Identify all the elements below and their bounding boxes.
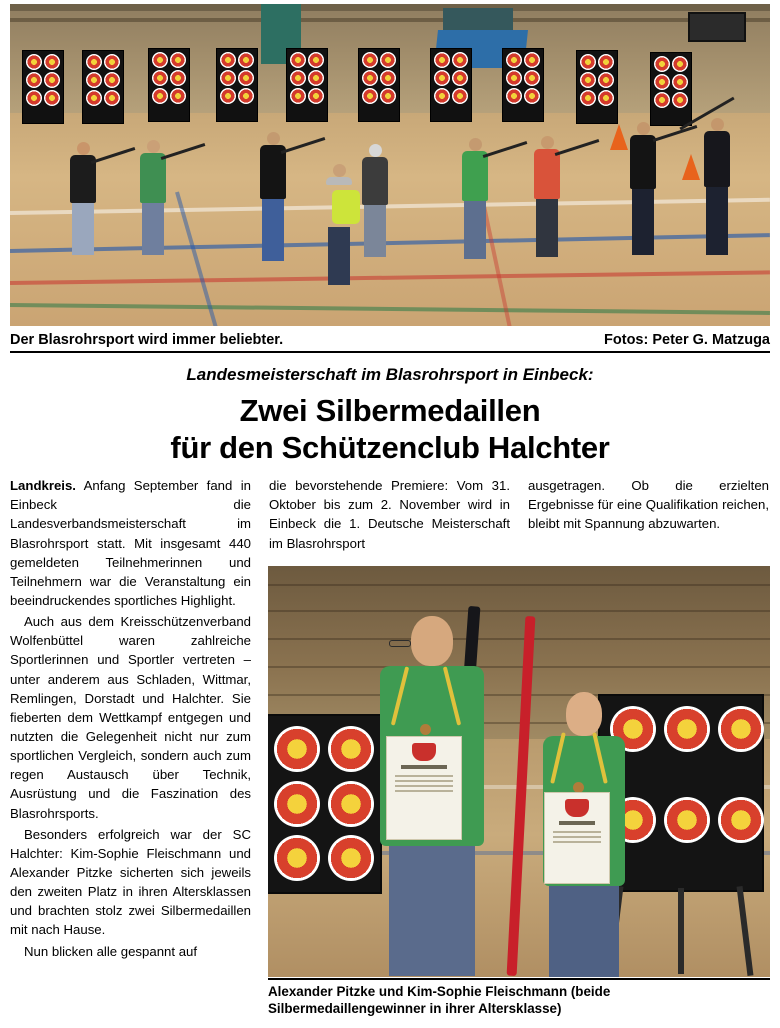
certificate-text-line: [395, 785, 453, 787]
certificate-title-line: [401, 765, 447, 769]
floor-marking-green: [10, 303, 770, 315]
headline-line-1: Zwei Silbermedaillen: [239, 393, 541, 428]
target-face: [290, 52, 306, 68]
traffic-cone: [682, 154, 700, 180]
target-face: [220, 70, 236, 86]
shooter-figure: [462, 138, 488, 259]
eyeglasses-icon: [389, 640, 411, 647]
target-face: [170, 88, 186, 104]
target-face: [524, 88, 540, 104]
target-face: [274, 726, 320, 772]
target-face: [328, 726, 374, 772]
athlete-head: [411, 616, 453, 666]
shooter-torso: [630, 135, 656, 189]
shooter-figure: [70, 142, 96, 255]
crest-icon: [412, 743, 436, 761]
shooter-legs: [72, 203, 94, 255]
target-face: [380, 70, 396, 86]
shooter-legs: [142, 203, 164, 255]
target-face: [238, 70, 254, 86]
shooter-torso: [704, 131, 730, 187]
target-face: [170, 52, 186, 68]
shooter-legs: [464, 201, 486, 259]
target-face: [290, 88, 306, 104]
target-face: [718, 797, 764, 843]
athlete-head: [566, 692, 602, 736]
shooter-figure: [704, 118, 730, 255]
target-board: [650, 52, 692, 126]
target-face: [362, 52, 378, 68]
target-face: [362, 88, 378, 104]
target-face: [524, 52, 540, 68]
target-face: [434, 88, 450, 104]
target-face: [434, 52, 450, 68]
hall-floor: [10, 113, 770, 326]
target-face: [598, 72, 614, 88]
target-face: [308, 52, 324, 68]
target-face: [290, 70, 306, 86]
article-kicker: Landesmeisterschaft im Blasrohrsport in Einbeck:: [186, 365, 594, 384]
page-title: [10, 391, 770, 476]
traffic-cone: [610, 124, 628, 150]
target-face: [718, 706, 764, 752]
target-face: [44, 72, 60, 88]
paragraph-text: Anfang September fand in Einbeck die Landesverbandsmeisterschaft im Blasrohrsport statt. Mit insgesamt 440 gemeldeten Teilnehmerinnen und Teilnehmern war die Veranstaltung ein beeindruckendes sportliches Highlight.: [10, 478, 251, 608]
target-face: [664, 797, 710, 843]
target-face: [664, 706, 710, 752]
paragraph: Besonders erfolgreich war der SC Halchter: Kim-Sophie Fleischmann und Alexander Pitzke sicherten sich jeweils den zweiten Platz in ihren Altersklassen und brachten stolz zwei Silbermedaillen mit nach Hause.: [10, 826, 251, 938]
target-face: [26, 90, 42, 106]
target-face: [328, 781, 374, 827]
target-face: [104, 54, 120, 70]
target-board: [502, 48, 544, 122]
target-face: [86, 72, 102, 88]
target-face: [598, 90, 614, 106]
target-face: [152, 70, 168, 86]
shooter-head: [147, 140, 160, 153]
target-face: [238, 88, 254, 104]
athlete-jeans: [549, 886, 619, 977]
official-legs: [328, 227, 350, 285]
shooter-head: [711, 118, 724, 131]
shooter-figure: [260, 132, 286, 261]
shooter-figure: [362, 144, 388, 257]
target-face: [672, 74, 688, 90]
shooter-legs: [262, 199, 284, 261]
shooter-head: [77, 142, 90, 155]
target-face: [580, 72, 596, 88]
certificate-right: [544, 792, 610, 884]
target-board: [216, 48, 258, 122]
shooter-head: [541, 136, 554, 149]
shooter-figure: [140, 140, 166, 255]
target-face: [380, 88, 396, 104]
floor-marking-red: [10, 271, 770, 286]
paragraph: [10, 476, 251, 610]
target-face: [104, 72, 120, 88]
shooter-head: [637, 122, 650, 135]
certificate-left: [386, 736, 462, 840]
medal: [420, 724, 431, 735]
certificate-text-line: [395, 780, 453, 782]
target-board: [148, 48, 190, 122]
target-face: [452, 88, 468, 104]
wall-trim: [10, 4, 770, 11]
paragraph: die bevorstehende Premiere: Vom 31. Oktober bis zum 2. November wird in Einbeck die 1. Deutsche Meisterschaft im Blasrohrsport: [269, 478, 510, 551]
target-face: [452, 52, 468, 68]
certificate-text-line: [395, 790, 453, 792]
athlete-jeans: [389, 846, 475, 976]
shooter-legs: [706, 187, 728, 255]
shooter-legs: [536, 199, 558, 257]
newspaper-page: [0, 4, 780, 1028]
target-face: [170, 70, 186, 86]
target-face: [654, 74, 670, 90]
target-board: [430, 48, 472, 122]
target-face: [220, 52, 236, 68]
shooter-figure: [630, 122, 656, 255]
dateline: Landkreis.: [10, 478, 76, 494]
target-face: [274, 781, 320, 827]
target-face: [220, 88, 236, 104]
target-face: [26, 72, 42, 88]
certificate-title-line: [559, 821, 595, 825]
target-board: [576, 50, 618, 124]
shooter-torso: [462, 151, 488, 201]
shooter-torso: [362, 157, 388, 205]
target-face: [506, 70, 522, 86]
certificate-text-line: [553, 836, 601, 838]
headline-line-2: für den Schützenclub Halchter: [170, 429, 610, 465]
target-face: [452, 70, 468, 86]
target-face: [672, 56, 688, 72]
target-face: [654, 56, 670, 72]
target-board: [286, 48, 328, 122]
target-face: [362, 70, 378, 86]
target-face: [524, 70, 540, 86]
target-board: [22, 50, 64, 124]
target-face: [152, 88, 168, 104]
shooter-head: [267, 132, 280, 145]
shooter-legs: [364, 205, 386, 257]
ceiling-beam: [10, 18, 770, 22]
shooter-figure: [534, 136, 560, 257]
target-face: [44, 54, 60, 70]
target-face: [44, 90, 60, 106]
target-board: [358, 48, 400, 122]
paragraph: Auch aus dem Kreisschützenverband Wolfenbüttel waren zahlreiche Sportlerinnen und Sportler vertreten – unter anderem aus Schladen, Wittmar, Remlingen, Dorstadt und Halchter. Sie fieberten dem Wettkampf entgegen und nutzten die Gelegenheit nicht nur zum sportlichen Vergleich, sondern auch zum regen Austausch über Technik, Ausrüstung und die Faszination des Blasrohrsports.: [10, 614, 251, 821]
target-face: [434, 70, 450, 86]
target-face: [506, 52, 522, 68]
bottom-photo-caption: Alexander Pitzke und Kim-Sophie Fleischmann (beide Silbermedaillengewinner in ihrer Altersklasse): [268, 984, 611, 1017]
top-photo-caption: Der Blasrohrsport wird immer beliebter.: [10, 332, 284, 348]
paragraph: Nun blicken alle gespannt auf: [24, 943, 198, 959]
target-face: [152, 52, 168, 68]
target-face: [86, 54, 102, 70]
target-face: [26, 54, 42, 70]
article-column-1: [10, 476, 251, 961]
top-photo-caption-row: [10, 326, 770, 351]
target-face: [380, 52, 396, 68]
target-board: [82, 50, 124, 124]
certificate-text-line: [553, 831, 601, 833]
target-face: [328, 835, 374, 881]
top-photo: [10, 4, 770, 326]
official-head: [333, 164, 346, 177]
target-face: [274, 835, 320, 881]
divider-rule-bottom: [268, 978, 770, 980]
shooter-legs: [632, 189, 654, 255]
target-board-left: [268, 714, 382, 894]
target-face: [506, 88, 522, 104]
bottom-photo: [268, 566, 770, 977]
easel-leg: [678, 888, 684, 974]
target-face: [238, 52, 254, 68]
official-torso: [326, 177, 352, 185]
certificate-text-line: [395, 775, 453, 777]
target-face: [654, 92, 670, 108]
target-face: [580, 90, 596, 106]
official-figure: [326, 164, 352, 285]
target-face: [86, 90, 102, 106]
target-face: [308, 88, 324, 104]
paragraph: ausgetragen. Ob die erzielten Ergebnisse für eine Qualifikation reichen, bleibt mit Spannung abzuwarten.: [528, 478, 769, 532]
shooter-head: [469, 138, 482, 151]
target-face: [580, 54, 596, 70]
shooter-torso: [534, 149, 560, 199]
target-face: [598, 54, 614, 70]
crest-icon: [565, 799, 589, 817]
photo-credit: Fotos: Peter G. Matzuga: [604, 332, 770, 348]
target-face: [104, 90, 120, 106]
target-face: [308, 70, 324, 86]
certificate-text-line: [553, 841, 601, 843]
target-face: [672, 92, 688, 108]
shooter-torso: [140, 153, 166, 203]
scoreboard: [688, 12, 746, 42]
shooter-head: [369, 144, 382, 157]
